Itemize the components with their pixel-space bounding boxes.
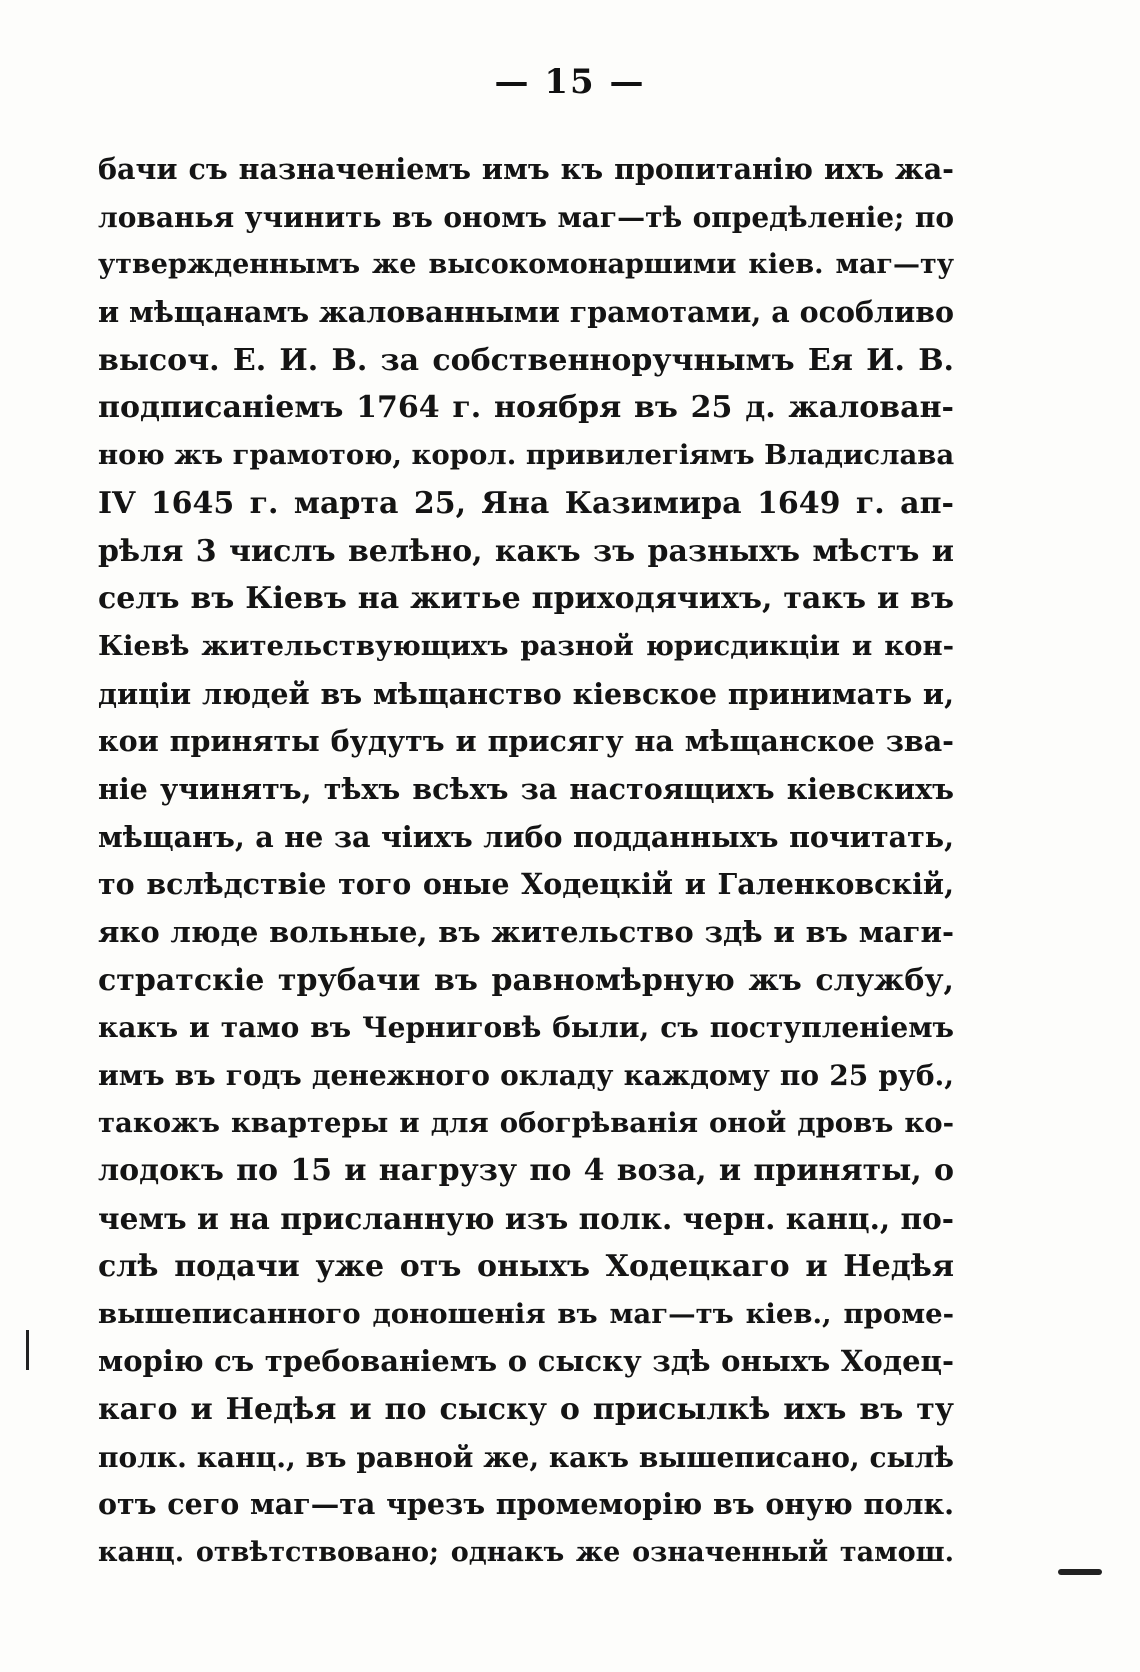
text-line: яко люде вольные, въ жительство здѣ и въ маги- (98, 915, 954, 949)
text-line: бачи съ назначеніемъ имъ къ пропитанію ихъ жа- (98, 152, 954, 186)
text-line: то вслѣдствіе того оные Ходецкій и Галенковскій, (98, 867, 954, 902)
text-line: каго и Недѣя и по сыску о присылкѣ ихъ въ ту (98, 1391, 954, 1427)
page-number: — 15 — (494, 62, 646, 102)
text-line: Кіевѣ жительствующихъ разной юрисдикціи и кон- (98, 629, 954, 662)
margin-mark (26, 1330, 29, 1370)
text-line: стратскіе трубачи въ равномѣрную жъ службу, (98, 962, 954, 998)
text-line: ніе учинятъ, тѣхъ всѣхъ за настоящихъ кіевскихъ (98, 771, 954, 806)
text-line: лованья учинить въ ономъ маг—тѣ опредѣленіе; по (98, 200, 954, 234)
text-line: вышеписанного доношенія въ маг—тъ кіев., проме- (98, 1297, 954, 1330)
text-line: рѣля 3 числъ велѣно, какъ зъ разныхъ мѣстъ и (98, 533, 954, 569)
text-line: и мѣщанамъ жалованными грамотами, а особливо (98, 295, 954, 330)
text-line: высоч. Е. И. В. за собственноручнымъ Ея И. В. (98, 342, 954, 378)
text-line: кои приняты будутъ и присягу на мѣщанское зва- (98, 724, 954, 759)
text-line: канц. отвѣтствовано; однакъ же означенный тамош. (98, 1536, 954, 1568)
text-line: какъ и тамо въ Черниговѣ были, съ поступленіемъ (98, 1011, 954, 1045)
text-line: IV 1645 г. марта 25, Яна Казимира 1649 г. ап- (98, 485, 954, 521)
text-line: селъ въ Кіевъ на житье приходячихъ, такъ и въ (98, 581, 954, 617)
text-line: диціи людей въ мѣщанство кіевское принимать и, (98, 676, 954, 711)
text-line: чемъ и на присланную изъ полк. черн. канц., по- (98, 1201, 954, 1237)
text-line: утвержденнымъ же высокомонаршими кіев. маг—ту (98, 249, 954, 281)
text-line: полк. канц., въ равной же, какъ вышеписано, сылѣ (98, 1440, 954, 1474)
text-line: имъ въ годъ денежного окладу каждому по 25 руб., (98, 1059, 954, 1093)
text-line: морію съ требованіемъ о сыску здѣ оныхъ Ходец- (98, 1344, 954, 1379)
text-line: мѣщанъ, а не за чіихъ либо подданныхъ почитать, (98, 819, 954, 854)
text-line: ною жъ грамотою, корол. привилегіямъ Владислава (98, 439, 954, 472)
body-text (98, 146, 954, 1577)
text-line: лодокъ по 15 и нагрузу по 4 воза, и приняты, о (98, 1153, 954, 1189)
ink-smudge (1058, 1569, 1102, 1575)
text-line: такожъ квартеры и для обогрѣванія оной дровъ ко- (98, 1106, 954, 1139)
text-line: подписаніемъ 1764 г. ноября въ 25 д. жалован- (98, 390, 954, 426)
text-line: слѣ подачи уже отъ оныхъ Ходецкаго и Недѣя (98, 1248, 954, 1284)
text-line: отъ сего маг—та чрезъ промеморію въ оную полк. (98, 1487, 954, 1522)
